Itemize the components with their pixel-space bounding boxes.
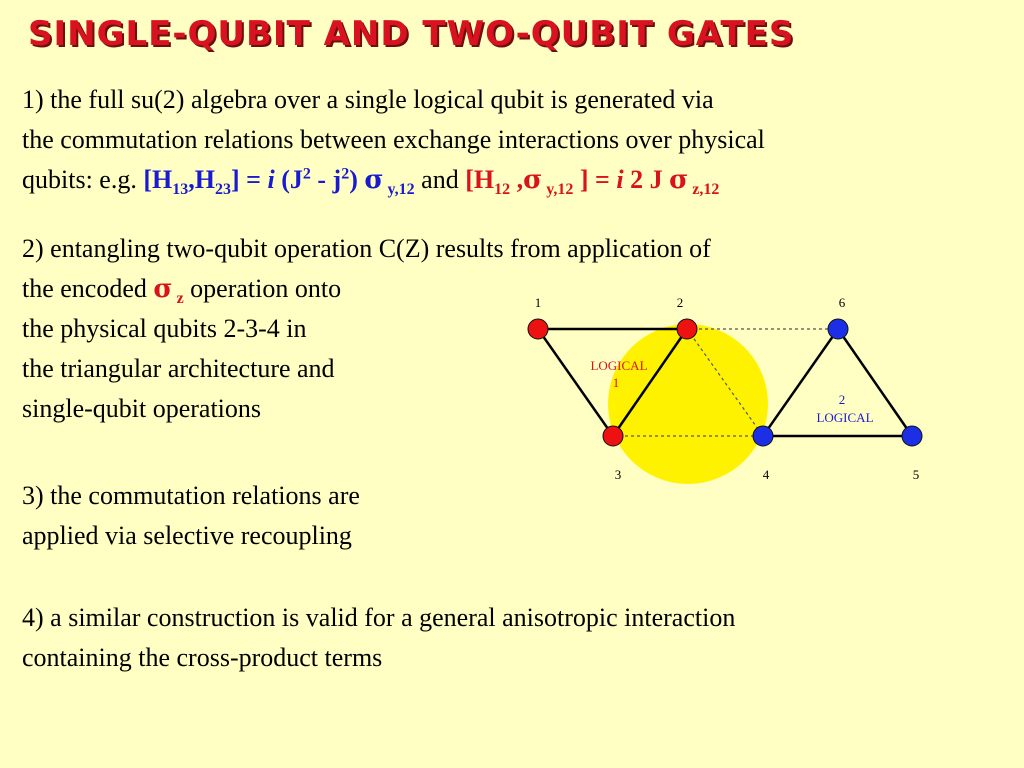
qubit-node-5 — [902, 426, 922, 446]
logical-qubit-1-region — [608, 324, 768, 484]
line-2-prefix: the encoded — [22, 274, 154, 303]
line-3-prefix: qubits: e.g. — [22, 165, 137, 194]
eq1-j: (J — [274, 165, 303, 194]
paragraph-4-line-2: containing the cross-product terms — [22, 643, 383, 672]
eq1-comma: ,H — [188, 165, 215, 194]
logical-2-number: 2 — [838, 392, 846, 407]
qubit-node-6 — [828, 319, 848, 339]
qubit-node-1 — [528, 319, 548, 339]
eq1-sub2: 23 — [214, 181, 231, 199]
paragraph-1-line-3 — [22, 160, 765, 200]
paragraph-1-line-1: 1) the full su(2) algebra over a single logical qubit is generated via — [22, 85, 714, 114]
eq2-sigma-sub: y,12 — [542, 181, 574, 199]
node-label-1: 1 — [534, 295, 542, 310]
qubit-node-3 — [603, 426, 623, 446]
eq1-sigma-sub: y,12 — [383, 181, 415, 199]
node-label-2: 2 — [676, 295, 684, 310]
eq2-sigma: σ — [523, 165, 543, 195]
qubit-architecture-diagram — [500, 288, 940, 488]
paragraph-4-line-1: 4) a similar construction is valid for a general anisotropic interaction — [22, 603, 736, 632]
logical-2-label: LOGICAL — [816, 410, 874, 425]
sigma-z-sub: z — [172, 290, 184, 308]
eq1-paren: ) — [349, 165, 365, 194]
eq1-i: i — [267, 165, 275, 194]
paragraph-2-line-4: the triangular architecture and — [22, 354, 335, 383]
and-word: and — [414, 165, 466, 194]
paragraph-1-line-2: the commutation relations between exchange interactions over physical — [22, 125, 765, 154]
eq2-comma: , — [510, 165, 524, 194]
qubit-node-2 — [677, 319, 697, 339]
node-label-6: 6 — [838, 295, 846, 310]
edge-1-3 — [538, 329, 613, 436]
line-2-suffix: operation onto — [183, 274, 342, 303]
eq2-sub: 12 — [494, 181, 511, 199]
logical-1-label: LOGICAL — [590, 358, 648, 373]
qubit-node-4 — [753, 426, 773, 446]
eq2-open: [H — [465, 165, 495, 194]
paragraph-2-line-5: single-qubit operations — [22, 394, 262, 423]
eq2-sigma-sub-2: z,12 — [688, 181, 720, 199]
paragraph-2-line-3: the physical qubits 2-3-4 in — [22, 314, 307, 343]
equation-2 — [465, 165, 720, 199]
paragraph-3-line-1: 3) the commutation relations are — [22, 481, 360, 510]
eq2-i: i — [616, 165, 624, 194]
eq1-open: [H — [143, 165, 173, 194]
paragraph-2-line-1: 2) entangling two-qubit operation C(Z) results from application of — [22, 234, 711, 263]
paragraph-3-line-2: applied via selective recoupling — [22, 521, 352, 550]
paragraph-1 — [22, 80, 765, 200]
eq1-sup1: 2 — [302, 165, 311, 183]
equation-1 — [143, 165, 415, 199]
node-label-4: 4 — [762, 467, 770, 482]
eq1-close: ] = — [230, 165, 268, 194]
paragraph-4 — [22, 598, 735, 678]
logical-1-number: 1 — [612, 375, 620, 390]
eq1-sup2: 2 — [341, 165, 350, 183]
eq1-minus: - j — [310, 165, 342, 194]
node-label-5: 5 — [912, 467, 920, 482]
eq1-sub1: 13 — [172, 181, 189, 199]
page-title: SINGLE-QUBIT AND TWO-QUBIT GATES — [28, 14, 795, 54]
eq2-close: ] = — [573, 165, 617, 194]
eq1-sigma: σ — [364, 165, 384, 195]
node-label-3: 3 — [614, 467, 622, 482]
sigma-z-symbol: σ — [153, 274, 173, 304]
paragraph-3 — [22, 476, 360, 556]
eq2-rest: 2 J — [623, 165, 670, 194]
eq2-sigma-2: σ — [669, 165, 689, 195]
